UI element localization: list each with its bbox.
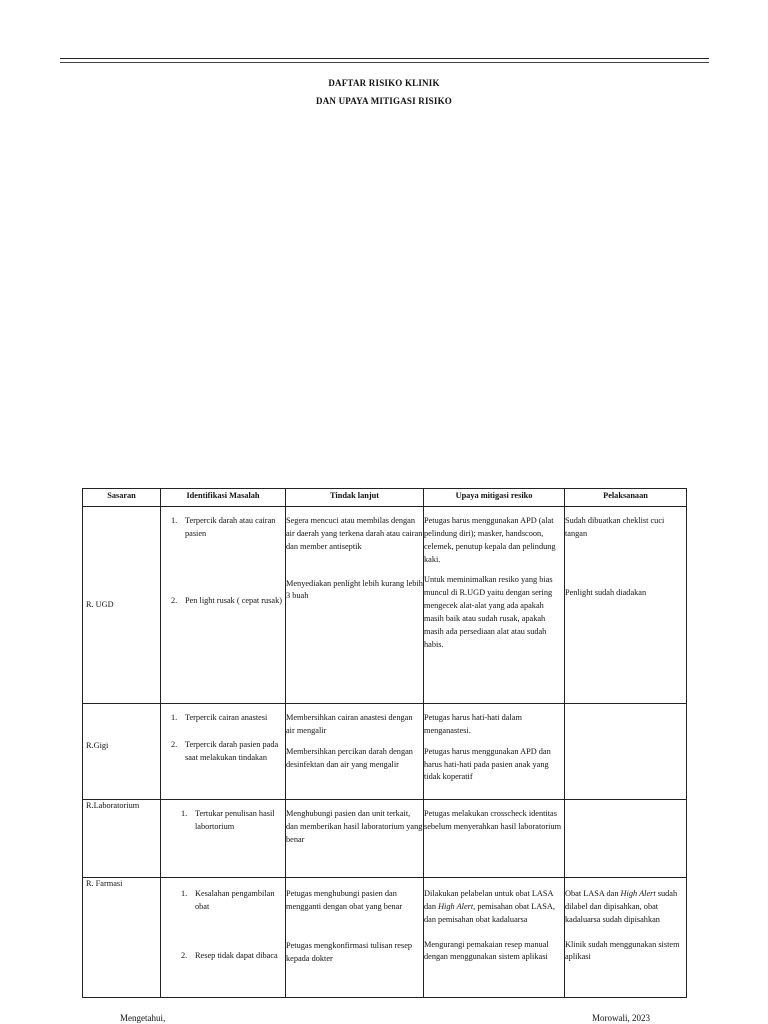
tindak-text: Petugas menghubungi pasien dan mengganti dengan obat yang benar: [286, 889, 403, 911]
mitigasi-cell: [424, 878, 565, 998]
sasaran-label: R.Laboratorium: [86, 801, 140, 810]
item-number: 2.: [181, 950, 188, 960]
mitigasi-text: [424, 888, 564, 927]
tindak-text: Membersihkan percikan darah dengan desinfektan dan air yang mengalir: [286, 746, 413, 769]
sasaran-cell: [83, 800, 161, 878]
table-header-row: [83, 489, 687, 507]
table-row-ugd: [83, 507, 687, 704]
item-number: 2.: [171, 739, 178, 749]
pelaksanaan-text-italic: High Alert: [620, 889, 656, 898]
pelaksanaan-text: Penlight sudah diadakan: [565, 587, 647, 597]
masalah-text: Resep tidak dapat dibaca: [195, 950, 278, 960]
item-number: 1.: [181, 889, 188, 898]
masalah-cell: [161, 507, 286, 704]
masalah-text: Pen light rusak ( cepat rusak): [185, 595, 282, 605]
mitigasi-cell: [424, 704, 565, 800]
mitigasi-text-part: pemisahan obat LASA, dan pemisahan obat kadaluarsa: [424, 901, 555, 924]
pelaksanaan-text-part: Obat LASA dan: [565, 889, 621, 898]
risk-table: [82, 488, 687, 998]
sasaran-label: R. UGD: [86, 599, 114, 609]
pelaksanaan-text-part: sudah dilabel dan dipisahkan, obat kadaluarsa sudah dipisahkan: [565, 889, 678, 924]
column-header-identifikasi: Identifikasi Masalah: [161, 489, 286, 507]
tindak-text: Segera mencuci atau membilas dengan air daerah yang terkena darah atau cairan dan member antiseptik: [286, 516, 423, 551]
mitigasi-cell: [424, 507, 565, 704]
pelaksanaan-text: Sudah dibuatkan cheklist cuci tangan: [565, 516, 665, 538]
table-row-gigi: [83, 704, 687, 800]
mitigasi-text: Mengurangi pemakaian resep manual dengan menggunakan sistem aplikasi: [424, 939, 549, 962]
masalah-cell: [161, 800, 286, 878]
mitigasi-text: Petugas harus hati-hati dalam menganastesi.: [424, 713, 522, 735]
header-rule-thick: [60, 58, 709, 59]
pelaksanaan-cell: [565, 507, 687, 704]
mitigasi-text: Petugas melakukan crosscheck identitas sebelum menyerahkan hasil laboratorium: [424, 809, 562, 831]
masalah-text: Kesalahan pengambilan obat: [195, 889, 275, 911]
sasaran-label: R.Gigi: [86, 741, 109, 751]
sasaran-cell: [83, 878, 161, 998]
tindak-text: Menghubungi pasien dan unit terkait, dan memberikan hasil laboratorium yang benar: [286, 809, 423, 844]
tindak-text: Petugas mengkonfirmasi tulisan resep kepada dokter: [286, 940, 413, 963]
masalah-cell: [161, 878, 286, 998]
item-number: 1.: [181, 809, 188, 818]
table-row-farmasi: [83, 878, 687, 998]
pelaksanaan-text: Klinik sudah menggunakan sistem aplikasi: [565, 939, 680, 962]
masalah-cell: [161, 704, 286, 800]
table-row-laboratorium: [83, 800, 687, 878]
column-header-mitigasi: Upaya mitigasi resiko: [424, 489, 565, 507]
mitigasi-cell: [424, 800, 565, 878]
tindak-text: Menyediakan penlight lebih kurang lebih 3 buah: [286, 578, 423, 601]
pelaksanaan-cell: [565, 878, 687, 998]
item-number: 1.: [171, 516, 178, 525]
column-header-tindak-lanjut: Tindak lanjut: [286, 489, 424, 507]
header-rule-thin: [60, 62, 709, 63]
tindak-text: Membersihkan cairan anastesi dengan air mengalir: [286, 713, 413, 735]
mitigasi-text: Petugas harus menggunakan APD dan harus hati-hati pada pasien anak yang tidak koperatif: [424, 746, 551, 782]
sasaran-cell: [83, 507, 161, 704]
footer-place-date: Morowali, 2023: [592, 1013, 650, 1023]
pelaksanaan-cell: [565, 704, 687, 800]
pelaksanaan-text: [565, 888, 686, 927]
tindak-cell: [286, 878, 424, 998]
mitigasi-text: Petugas harus menggunakan APD (alat pelindung diri); masker, handscoon, celemek, penutup kepala dan pelindung kaki.: [424, 516, 556, 564]
masalah-text: Tertukar penulisan hasil labortorium: [195, 809, 275, 831]
tindak-cell: [286, 704, 424, 800]
mitigasi-text-part: Dilakukan pelabelan untuk obat LASA dan: [424, 889, 554, 911]
pelaksanaan-cell: [565, 800, 687, 878]
sasaran-cell: [83, 704, 161, 800]
sasaran-label: R. Farmasi: [86, 879, 123, 888]
column-header-sasaran: Sasaran: [83, 489, 161, 507]
masalah-text: Terpercik cairan anastesi: [185, 713, 268, 722]
masalah-text: Terpercik darah pasien pada saat melakukan tindakan: [185, 739, 279, 762]
masalah-text: Terpercik darah atau cairan pasien: [185, 516, 276, 538]
item-number: 2.: [171, 595, 178, 605]
mitigasi-text-italic: High Alert,: [438, 901, 476, 911]
item-number: 1.: [171, 713, 178, 722]
tindak-cell: [286, 800, 424, 878]
footer-mengetahui: Mengetahui,: [120, 1013, 166, 1023]
document-subtitle: DAN UPAYA MITIGASI RISIKO: [316, 96, 452, 106]
tindak-cell: [286, 507, 424, 704]
document-title: DAFTAR RISIKO KLINIK: [328, 78, 440, 88]
column-header-pelaksanaan: Pelaksanaan: [565, 489, 687, 507]
mitigasi-text: Untuk meminimalkan resiko yang bias muncul di R.UGD yaitu dengan sering mengecek alat-alat yang ada apakah masih baik atau sudah rusak, apakah masih ada persediaan alat atau sudah habis.: [424, 575, 553, 649]
